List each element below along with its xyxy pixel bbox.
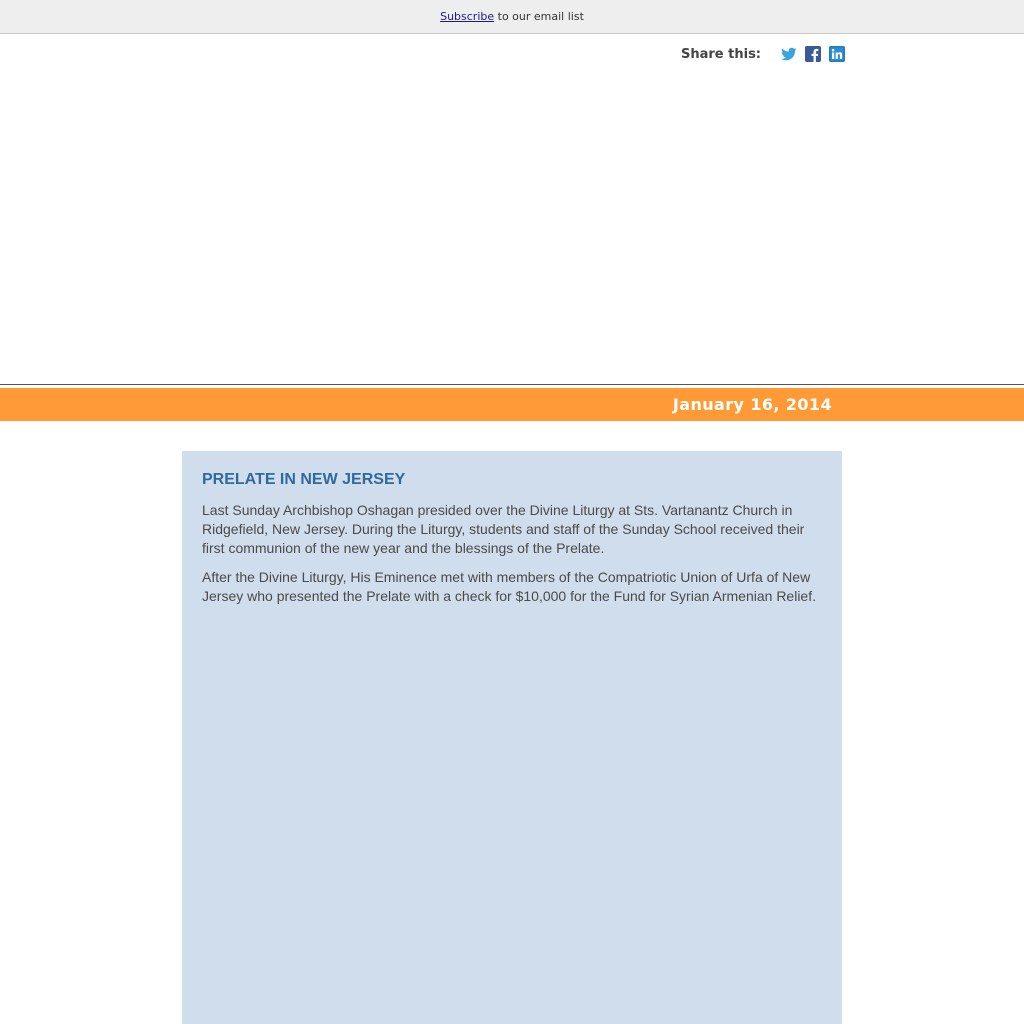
share-label: Share this: (681, 46, 762, 62)
facebook-icon[interactable] (805, 46, 821, 62)
article-paragraph: Last Sunday Archbishop Oshagan presided over the Divine Liturgy at Sts. Vartanantz Church in Ridgefield, New Jersey. During the Liturgy, students and staff of the Sunday School received their first communion of the new year and the blessings of the Prelate. (202, 502, 805, 556)
subscribe-text: to our email list (494, 10, 584, 23)
article-paragraph: After the Divine Liturgy, His Eminence met with members of the Compatriotic Union of Urfa of New Jersey who presented the Prelate with a check for $10,000 for the Fund for Syrian Armenian Relief. (202, 569, 816, 604)
twitter-icon[interactable] (781, 46, 797, 62)
date-banner (0, 388, 1024, 421)
subscribe-bar (0, 0, 1024, 34)
article-card (182, 451, 842, 1024)
share-bar (681, 44, 845, 64)
article-title: PRELATE IN NEW JERSEY (202, 471, 406, 488)
header-divider (0, 384, 1024, 385)
subscribe-link[interactable]: Subscribe (440, 10, 495, 23)
issue-date: January 16, 2014 (672, 395, 832, 414)
linkedin-icon[interactable] (829, 46, 845, 62)
